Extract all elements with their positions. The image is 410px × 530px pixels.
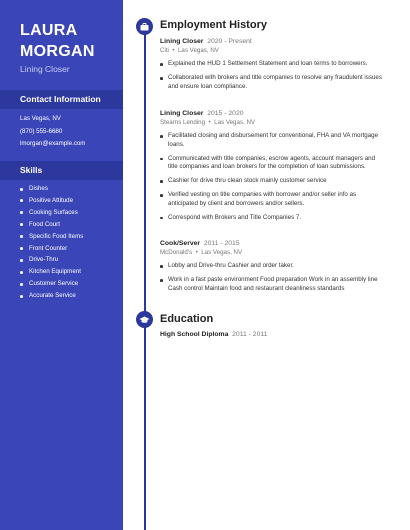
bullet-icon	[160, 63, 163, 66]
skill-label: Kitchen Equipment	[29, 268, 81, 276]
job-bullet	[160, 60, 385, 69]
skill-label: Positive Attitude	[29, 196, 74, 204]
contact-info	[20, 113, 85, 151]
job-bullet	[160, 155, 385, 172]
graduation-cap-icon	[136, 311, 153, 328]
bullet-text: Cashier for drive thru clean stock mainly customer service	[168, 177, 327, 185]
bullet-icon	[160, 265, 163, 268]
job-entry	[160, 240, 385, 299]
bullet-text: Lobby and Drive-thru Cashier and order taker.	[168, 262, 294, 269]
skill-label: Front Counter	[29, 244, 68, 252]
bullet-text: Facilitated closing and disbursement for conventional, FHA and VA mortgage loans.	[168, 132, 379, 148]
job-bullet	[160, 132, 385, 149]
skill-label: Accurate Service	[29, 292, 76, 300]
skill-item	[20, 254, 83, 266]
bullet-text: Correspond with Brokers and Title Companies 7.	[168, 213, 302, 221]
bullet-icon	[20, 247, 23, 250]
bullet-text: Communicated with title companies, escrow agents, account managers and title companies and loan brokers for the completion of loan submissions.	[168, 154, 376, 171]
bullet-text: Work in a fast paste environment Food preparation Work in an assembly line Cash control Maintain food and restaurant cleanliness standards	[168, 275, 378, 292]
bullet-icon	[20, 295, 23, 298]
job-dates: 2020 - Present	[207, 38, 252, 45]
skill-label: Specific Food Items	[29, 232, 84, 240]
skill-item	[20, 278, 83, 290]
job-entry	[160, 110, 385, 228]
skill-item	[20, 243, 83, 255]
job-company: Stearns Lending	[160, 119, 206, 126]
skill-label: Drive-Thru	[29, 256, 59, 264]
bullet-icon	[160, 158, 163, 161]
sidebar	[0, 0, 123, 530]
education-degree: High School Diploma	[160, 331, 229, 338]
bullet-text: Verified vesting on title companies with borrower and/or seller info as anticipated by client and borrowers and/or sellers.	[168, 191, 357, 207]
job-bullet	[160, 262, 385, 271]
bullet-icon	[20, 235, 23, 238]
job-location: Las Vegas, NV	[177, 47, 219, 54]
bullet-icon	[160, 194, 163, 197]
job-header	[160, 110, 385, 117]
skill-label: Dishes	[29, 185, 48, 192]
bullet-icon	[160, 135, 163, 138]
job-header	[160, 38, 385, 45]
bullet-icon	[20, 271, 23, 274]
education-entry	[160, 331, 267, 338]
job-company: McDonald's	[160, 249, 193, 256]
skill-item	[20, 290, 83, 302]
job-dates: 2011 - 2015	[203, 240, 240, 247]
job-header	[160, 240, 385, 247]
first-name: LAURA	[20, 22, 78, 39]
job-role: Cook/Server	[160, 240, 201, 247]
skill-item	[20, 266, 83, 278]
education-dates: 2011 - 2011	[232, 331, 268, 338]
job-dates: 2015 - 2020	[207, 110, 244, 117]
bullet-icon	[160, 279, 163, 282]
skill-item	[20, 183, 83, 195]
job-location: Las Vegas, NV	[201, 249, 243, 256]
briefcase-icon	[136, 18, 153, 35]
skill-item	[20, 207, 83, 219]
skill-label: Food Court	[29, 220, 60, 228]
skills-heading: Skills	[0, 161, 123, 180]
contact-email[interactable]: lmorgan@example.com	[20, 140, 86, 147]
job-bullet	[160, 214, 385, 223]
bullet-icon	[20, 283, 23, 286]
bullet-icon	[20, 199, 23, 202]
bullet-icon	[20, 223, 23, 226]
job-role: Lining Closer	[160, 38, 204, 45]
bullet-icon	[160, 77, 163, 80]
timeline-line	[144, 26, 146, 530]
skill-label: Cooking Surfaces	[29, 208, 78, 216]
job-bullet	[160, 191, 385, 208]
job-bullet	[160, 276, 385, 293]
job-company-line: Stearns Lending • Las Vegas, NV	[160, 119, 256, 126]
bullet-icon	[20, 211, 23, 214]
job-location: Las Vegas, NV	[214, 119, 256, 126]
job-bullet	[160, 74, 385, 91]
job-entry	[160, 38, 385, 97]
job-role: Lining Closer	[160, 110, 204, 117]
job-company: Citi	[160, 47, 169, 54]
job-bullets	[160, 132, 385, 222]
candidate-name	[20, 20, 95, 62]
job-bullets	[160, 262, 385, 293]
bullet-icon	[20, 188, 23, 191]
contact-location: Las Vegas, NV	[20, 115, 61, 122]
skills-list	[20, 183, 83, 302]
candidate-title: Lining Closer	[20, 64, 70, 74]
bullet-icon	[160, 180, 163, 183]
employment-heading: Employment History	[160, 19, 267, 31]
contact-phone: (870) 555-6680	[20, 127, 63, 135]
bullet-text: Explained the HUD 1 Settlement Statement and loan terms to borrowers.	[168, 60, 368, 67]
bullet-text: Collaborated with brokers and title companies to resolve any fraudulent issues and ensure loan compliance.	[168, 73, 382, 90]
job-bullets	[160, 60, 385, 91]
job-company-line: Citi • Las Vegas, NV	[160, 47, 219, 54]
skill-item	[20, 219, 83, 231]
bullet-icon	[160, 217, 163, 220]
bullet-icon	[20, 259, 23, 262]
education-heading: Education	[160, 313, 214, 325]
skill-item	[20, 195, 83, 207]
contact-heading: Contact Information	[0, 90, 123, 109]
last-name: MORGAN	[20, 43, 95, 60]
job-company-line: McDonald's • Las Vegas, NV	[160, 249, 243, 256]
skill-item	[20, 231, 83, 243]
skill-label: Customer Service	[29, 280, 79, 288]
job-bullet	[160, 177, 385, 186]
